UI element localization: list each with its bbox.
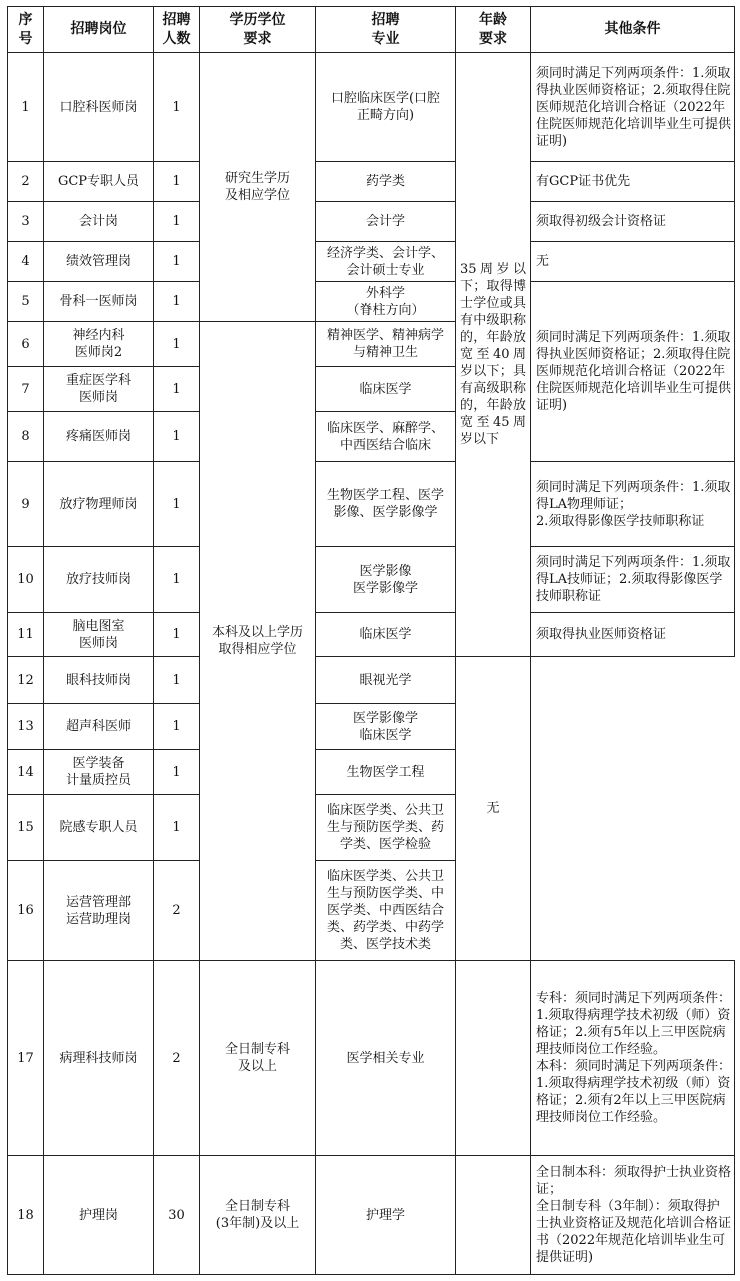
table-row <box>8 282 735 322</box>
row-post: 神经内科 医师岗2 <box>44 322 154 367</box>
row-count: 1 <box>154 162 200 202</box>
table-row <box>8 750 735 795</box>
row-count: 1 <box>154 795 200 861</box>
header-post: 招聘岗位 <box>44 7 154 53</box>
row-post: 疼痛医师岗 <box>44 412 154 462</box>
degree-cell-bachelor: 本科及以上学历 取得相应学位 <box>200 322 316 961</box>
condition-cell: 须同时满足下列两项条件：1.须取得执业医师资格证；2.须取得住院医师规范化培训合格证（2022年住院医师规范化培训毕业生可提供证明) <box>531 282 735 462</box>
row-major: 精神医学、精神病学 与精神卫生 <box>316 322 456 367</box>
degree-cell-college-3yr: 全日制专科 (3年制)及以上 <box>200 1156 316 1275</box>
degree-cell-graduate: 研究生学历 及相应学位 <box>200 53 316 322</box>
row-count: 1 <box>154 53 200 162</box>
row-post: 医学装备 计量质控员 <box>44 750 154 795</box>
row-post: 放疗技师岗 <box>44 547 154 613</box>
table-row <box>8 462 735 547</box>
row-no: 15 <box>8 795 44 861</box>
row-count: 1 <box>154 547 200 613</box>
row-no: 8 <box>8 412 44 462</box>
row-post: 放疗物理师岗 <box>44 462 154 547</box>
table-row <box>8 704 735 750</box>
header-row <box>8 7 735 53</box>
row-major: 临床医学 <box>316 613 456 657</box>
row-count: 2 <box>154 861 200 961</box>
condition-cell: 须同时满足下列两项条件：1.须取得执业医师资格证；2.须取得住院医师规范化培训合格证（2022年住院医师规范化培训毕业生可提供证明) <box>531 53 735 162</box>
condition-cell: 须取得初级会计资格证 <box>531 202 735 242</box>
degree-cell-college: 全日制专科 及以上 <box>200 961 316 1156</box>
row-no: 16 <box>8 861 44 961</box>
row-no: 6 <box>8 322 44 367</box>
condition-cell: 须同时满足下列两项条件：1.须取得LA技师证；2.须取得影像医学技师职称证 <box>531 547 735 613</box>
row-major: 外科学 （脊柱方向） <box>316 282 456 322</box>
row-count: 1 <box>154 412 200 462</box>
row-major: 医学影像学 临床医学 <box>316 704 456 750</box>
row-major: 临床医学、麻醉学、 中西医结合临床 <box>316 412 456 462</box>
row-no: 2 <box>8 162 44 202</box>
row-count: 1 <box>154 613 200 657</box>
row-post: 会计岗 <box>44 202 154 242</box>
row-count: 1 <box>154 462 200 547</box>
age-cell-empty <box>456 961 531 1156</box>
row-major: 生物医学工程、医学 影像、医学影像学 <box>316 462 456 547</box>
row-post: GCP专职人员 <box>44 162 154 202</box>
row-major: 医学影像 医学影像学 <box>316 547 456 613</box>
row-no: 3 <box>8 202 44 242</box>
row-no: 18 <box>8 1156 44 1275</box>
row-no: 10 <box>8 547 44 613</box>
row-no: 7 <box>8 367 44 412</box>
age-cell-empty <box>456 1156 531 1275</box>
row-count: 1 <box>154 704 200 750</box>
row-major: 会计学 <box>316 202 456 242</box>
row-post: 绩效管理岗 <box>44 242 154 282</box>
table-row <box>8 1156 735 1275</box>
condition-cell: 须同时满足下列两项条件：1.须取得LA物理师证； 2.须取得影像医学技师职称证 <box>531 462 735 547</box>
row-major: 药学类 <box>316 162 456 202</box>
table-row <box>8 861 735 961</box>
header-count: 招聘 人数 <box>154 7 200 53</box>
row-major: 医学相关专业 <box>316 961 456 1156</box>
row-no: 11 <box>8 613 44 657</box>
row-no: 1 <box>8 53 44 162</box>
row-no: 14 <box>8 750 44 795</box>
condition-cell: 有GCP证书优先 <box>531 162 735 202</box>
row-post: 超声科医师 <box>44 704 154 750</box>
row-major: 眼视光学 <box>316 657 456 704</box>
row-no: 12 <box>8 657 44 704</box>
row-no: 5 <box>8 282 44 322</box>
age-requirement-cell: 35周岁以下；取得博士学位或具有中级职称的，年龄放宽至40周岁以下；具有高级职称的，年龄放宽至45周岁以下 <box>456 53 531 657</box>
row-major: 口腔临床医学(口腔 正畸方向) <box>316 53 456 162</box>
row-count: 1 <box>154 242 200 282</box>
table-row <box>8 961 735 1156</box>
condition-cell: 无 <box>456 657 531 961</box>
table-row <box>8 53 735 162</box>
condition-cell: 无 <box>531 242 735 282</box>
header-major: 招聘 专业 <box>316 7 456 53</box>
row-post: 骨科一医师岗 <box>44 282 154 322</box>
row-post: 眼科技师岗 <box>44 657 154 704</box>
row-no: 9 <box>8 462 44 547</box>
row-count: 1 <box>154 367 200 412</box>
table-row <box>8 202 735 242</box>
row-major: 经济学类、会计学、 会计硕士专业 <box>316 242 456 282</box>
row-post: 院感专职人员 <box>44 795 154 861</box>
row-post: 重症医学科 医师岗 <box>44 367 154 412</box>
header-other: 其他条件 <box>531 7 735 53</box>
header-no: 序 号 <box>8 7 44 53</box>
row-major: 临床医学 <box>316 367 456 412</box>
table-row <box>8 547 735 613</box>
row-post: 脑电图室 医师岗 <box>44 613 154 657</box>
table-row <box>8 162 735 202</box>
row-count: 1 <box>154 657 200 704</box>
recruitment-table <box>7 6 735 1275</box>
row-major: 生物医学工程 <box>316 750 456 795</box>
row-count: 30 <box>154 1156 200 1275</box>
row-major: 临床医学类、公共卫 生与预防医学类、药 学类、医学检验 <box>316 795 456 861</box>
row-no: 17 <box>8 961 44 1156</box>
row-major: 护理学 <box>316 1156 456 1275</box>
header-degree: 学历学位 要求 <box>200 7 316 53</box>
table-row <box>8 242 735 282</box>
row-count: 1 <box>154 322 200 367</box>
row-count: 1 <box>154 750 200 795</box>
row-major: 临床医学类、公共卫 生与预防医学类、中 医学类、中西医结合 类、药学类、中药学 类、医学技术类 <box>316 861 456 961</box>
row-count: 1 <box>154 282 200 322</box>
row-no: 13 <box>8 704 44 750</box>
row-count: 2 <box>154 961 200 1156</box>
table-row <box>8 795 735 861</box>
table-row <box>8 657 735 704</box>
row-post: 口腔科医师岗 <box>44 53 154 162</box>
row-post: 护理岗 <box>44 1156 154 1275</box>
row-no: 4 <box>8 242 44 282</box>
row-post: 运营管理部 运营助理岗 <box>44 861 154 961</box>
condition-cell: 全日制本科：须取得护士执业资格证； 全日制专科（3年制）：须取得护士执业资格证及规范化培训合格证书（2022年规范化培训毕业生可提供证明) <box>531 1156 735 1275</box>
header-age: 年龄 要求 <box>456 7 531 53</box>
table-row <box>8 613 735 657</box>
row-post: 病理科技师岗 <box>44 961 154 1156</box>
row-count: 1 <box>154 202 200 242</box>
condition-cell: 须取得执业医师资格证 <box>531 613 735 657</box>
condition-cell: 专科：须同时满足下列两项条件：1.须取得病理学技术初级（师）资格证；2.须有5年以上三甲医院病理技师岗位工作经验。 本科：须同时满足下列两项条件：1.须取得病理学技术初级（师）资格证；2.须有2年以上三甲医院病理技师岗位工作经验。 <box>531 961 735 1156</box>
